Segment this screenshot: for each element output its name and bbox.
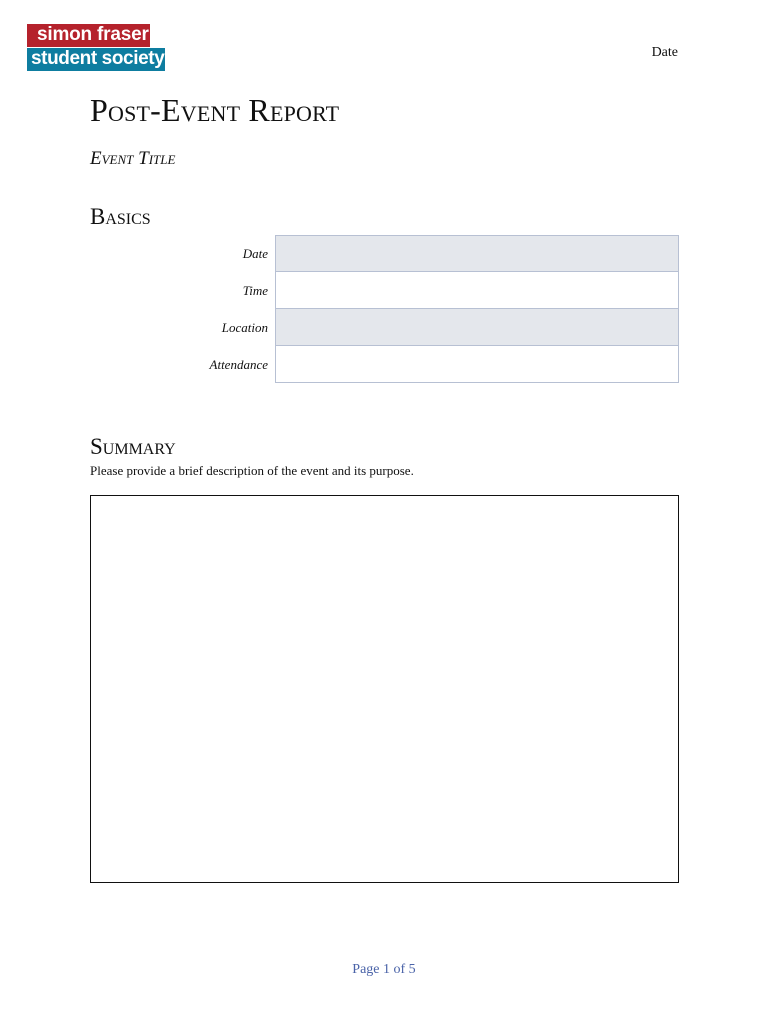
event-title: Event Title bbox=[90, 148, 176, 169]
page-title: Post-Event Report bbox=[90, 92, 340, 128]
attendance-field[interactable] bbox=[275, 345, 679, 383]
summary-heading: Summary bbox=[90, 434, 176, 459]
basics-table bbox=[90, 235, 679, 383]
time-field[interactable] bbox=[275, 271, 679, 309]
basics-row-location bbox=[90, 309, 679, 346]
page-number: Page 1 of 5 bbox=[352, 962, 416, 977]
location-label: Location bbox=[221, 320, 268, 335]
attendance-label: Attendance bbox=[209, 357, 268, 372]
logo-line-2: student society bbox=[27, 48, 165, 71]
basics-row-attendance bbox=[90, 346, 679, 383]
summary-description: Please provide a brief description of the event and its purpose. bbox=[90, 463, 414, 478]
location-field[interactable] bbox=[275, 308, 679, 346]
date-label: Date bbox=[242, 246, 268, 261]
time-label: Time bbox=[242, 283, 268, 298]
basics-row-time bbox=[90, 272, 679, 309]
basics-row-date bbox=[90, 235, 679, 272]
date-field[interactable] bbox=[275, 235, 679, 272]
sfss-logo bbox=[27, 24, 165, 71]
basics-heading: Basics bbox=[90, 204, 151, 229]
summary-text-box[interactable] bbox=[90, 495, 679, 883]
logo-line-1: simon fraser bbox=[27, 24, 150, 47]
header-date-label: Date bbox=[651, 45, 678, 60]
